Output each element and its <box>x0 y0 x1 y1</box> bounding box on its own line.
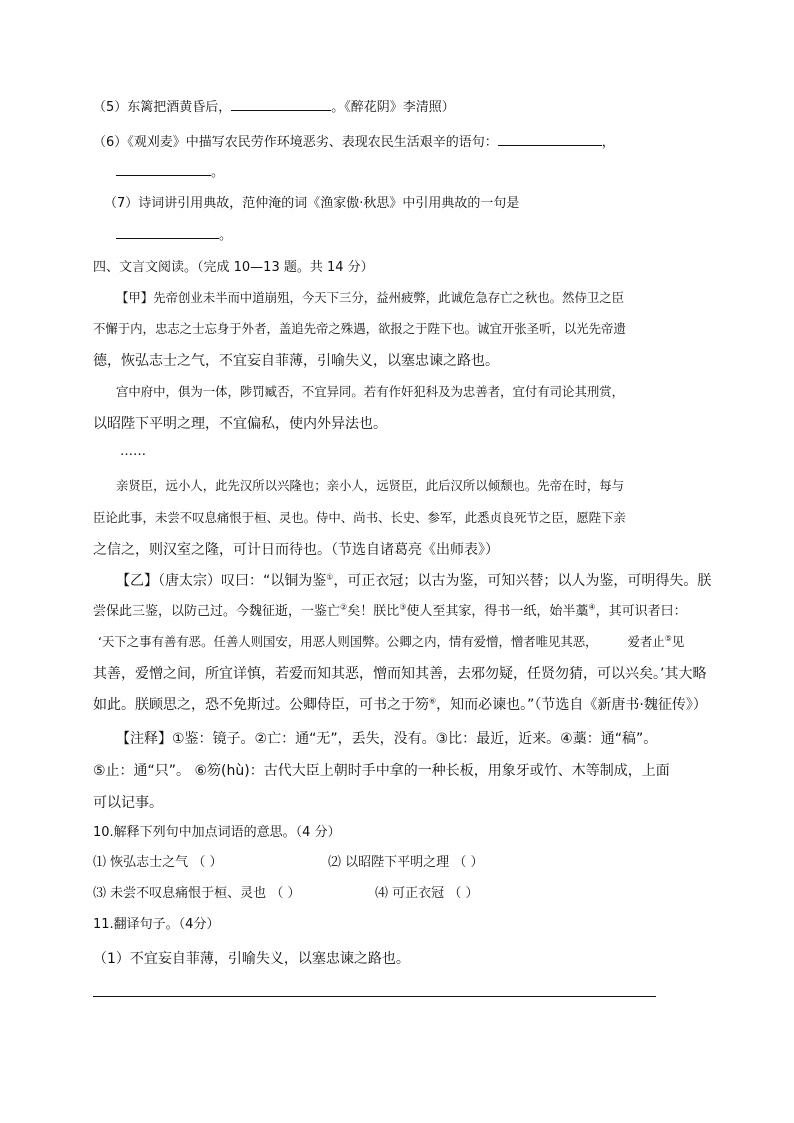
jia-p2-line-2: 以昭陛下平明之理，不宜偏私，使内外异法也。 <box>93 416 387 432</box>
yi-line-2-d: ，其可识者曰： <box>595 604 687 619</box>
q6-answer-blank-2[interactable] <box>116 174 211 176</box>
yi-line-3-c: 见 <box>671 634 685 649</box>
note-ref-5: ⑤ <box>664 633 672 643</box>
q10-item-2-answer[interactable]: （ ） <box>453 855 484 870</box>
note-ref-3: ③ <box>399 602 407 612</box>
jia-p1-line-3: 德，恢弘志士之气，不宜妄自菲薄，引喻失义，以塞忠谏之路也。 <box>93 353 499 369</box>
q10-item-1-answer[interactable]: （ ） <box>192 855 223 870</box>
q5-prefix: （5）东篱把酒黄昏后， <box>93 100 232 115</box>
notes-line-1: 【注释】①鉴：镜子。②亡：通“无”，丢失，没有。③比：最近，近来。④藁：通“稿”。 <box>116 731 658 747</box>
q7-answer-blank[interactable] <box>116 237 219 239</box>
q10-item-2-text: 以昭陛下平明之理 <box>345 855 450 870</box>
q5-suffix: 。《醉花阴》李清照） <box>331 100 455 115</box>
yi-line-5 <box>93 697 707 714</box>
yi-line-5-a: 如此。朕顾思之，恐不免斯过。公卿侍臣，可书之于笏 <box>93 697 429 713</box>
jia-p1-line-1: 【甲】先帝创业未半而中道崩殂，今天下三分，益州疲弊，此诚危急存亡之秋也。然侍卫之臣 <box>116 290 625 305</box>
q10-item-3-num: ⑶ <box>93 886 107 901</box>
q6-sep: ， <box>601 135 615 150</box>
jia-ellipsis: …… <box>120 444 146 459</box>
note-ref-4: ④ <box>588 602 596 612</box>
note-ref-6: ⑥ <box>429 696 437 706</box>
note-ref-2: ② <box>340 602 348 612</box>
q11-answer-line[interactable] <box>93 996 656 997</box>
notes-line-3: 可以记事。 <box>93 795 163 811</box>
q10-item-3-answer[interactable]: （ ） <box>270 886 301 901</box>
question-7-line-2 <box>116 228 232 244</box>
q7-text: （7）诗词讲引用典故，范仲淹的词《渔家傲·秋思》中引用典故的一句是 <box>104 196 520 211</box>
jia-p1-line-2: 不懈于内，忠志之士忘身于外者，盖追先帝之殊遇，欲报之于陛下也。诚宜开张圣听，以光先帝遗 <box>93 321 626 336</box>
yi-line-2-b: 矣！朕比 <box>347 604 400 619</box>
yi-line-3-a: ‘天下之事有善有恶。任善人则国安，用恶人则国弊。公卿之内，情有爱憎，憎者唯见其恶， <box>98 634 598 649</box>
yi-line-3 <box>98 635 684 650</box>
q7-end: 。 <box>219 228 233 243</box>
note-ref-1: ① <box>326 572 334 582</box>
q6-answer-blank-1[interactable] <box>498 144 602 146</box>
q10-item-2-num: ⑵ <box>328 855 342 870</box>
q10-item-1 <box>93 855 248 871</box>
yi-line-1 <box>116 573 711 590</box>
yi-line-3-b: 爱者止 <box>627 634 665 649</box>
q10-item-3 <box>93 886 300 902</box>
q10-item-4-text: 可正衣冠 <box>392 886 445 901</box>
q10-item-1-text: 恢弘志士之气 <box>110 855 189 870</box>
q10-item-4-answer[interactable]: （ ） <box>448 886 479 901</box>
q10-item-2 <box>328 855 483 871</box>
q6-end: 。 <box>211 165 225 180</box>
section-4-heading: 四、文言文阅读。（完成 10—13 题。共 14 分） <box>93 260 374 275</box>
yi-line-1-a: 【乙】（唐太宗）叹曰：“以铜为鉴 <box>116 573 327 589</box>
yi-line-1-b: ，可正衣冠；以古为鉴，可知兴替；以人为鉴，可明得失。朕 <box>333 573 712 589</box>
q10-item-4 <box>375 886 478 902</box>
q10-item-3-text: 未尝不叹息痛恨于桓、灵也 <box>110 886 267 901</box>
q10-item-4-num: ⑷ <box>375 886 389 901</box>
q10-item-1-num: ⑴ <box>93 855 107 870</box>
yi-line-2-a: 尝保此三鉴，以防己过。今魏征逝，一鉴亡 <box>93 604 341 619</box>
question-5 <box>93 100 455 116</box>
q5-answer-blank[interactable] <box>231 109 331 111</box>
jia-p3-line-1: 亲贤臣，远小人，此先汉所以兴隆也；亲小人，远贤臣，此后汉所以倾颓也。先帝在时，每与 <box>116 478 625 493</box>
yi-line-2-c: 使人至其家，得书一纸，始半藁 <box>406 604 589 619</box>
jia-p3-line-3: 之信之，则汉室之隆，可计日而待也。（节选自诸葛亮《出师表》） <box>93 542 499 558</box>
jia-p2-line-1: 宫中府中，俱为一体，陟罚臧否，不宜异同。若有作奸犯科及为忠善者，宜付有司论其刑赏， <box>116 384 625 399</box>
q10-title: 10.解释下列句中加点词语的意思。（4 分） <box>93 825 341 840</box>
yi-line-2 <box>93 604 687 620</box>
question-6 <box>93 135 615 151</box>
notes-line-2: ⑤止：通“只”。 ⑥笏(hù)：古代大臣上朝时手中拿的一种长板，用象牙或竹、木等制成，上面 <box>93 763 670 779</box>
q11-item-1: （1）不宜妄自菲薄，引喻失义，以塞忠谏之路也。 <box>93 951 410 967</box>
yi-line-5-b: ，知而必谏也。”（节选自《新唐书·魏征传》） <box>436 697 707 713</box>
question-7 <box>104 196 519 212</box>
q11-title: 11.翻译句子。（4分） <box>93 917 220 932</box>
jia-p3-line-2: 臣论此事，未尝不叹息痛恨于桓、灵也。侍中、尚书、长史、参军，此悉贞良死节之臣，愿陛下亲 <box>93 510 626 525</box>
question-6-line-2 <box>116 165 224 181</box>
yi-line-4: 其善，爱憎之间，所宜详慎，若爱而知其恶，憎而知其善，去邪勿疑，任贤勿猜，可以兴矣。’其大略 <box>93 666 707 682</box>
q6-prefix: （6）《观刈麦》中描写农民劳作环境恶劣、表现农民生活艰辛的语句： <box>93 135 498 150</box>
